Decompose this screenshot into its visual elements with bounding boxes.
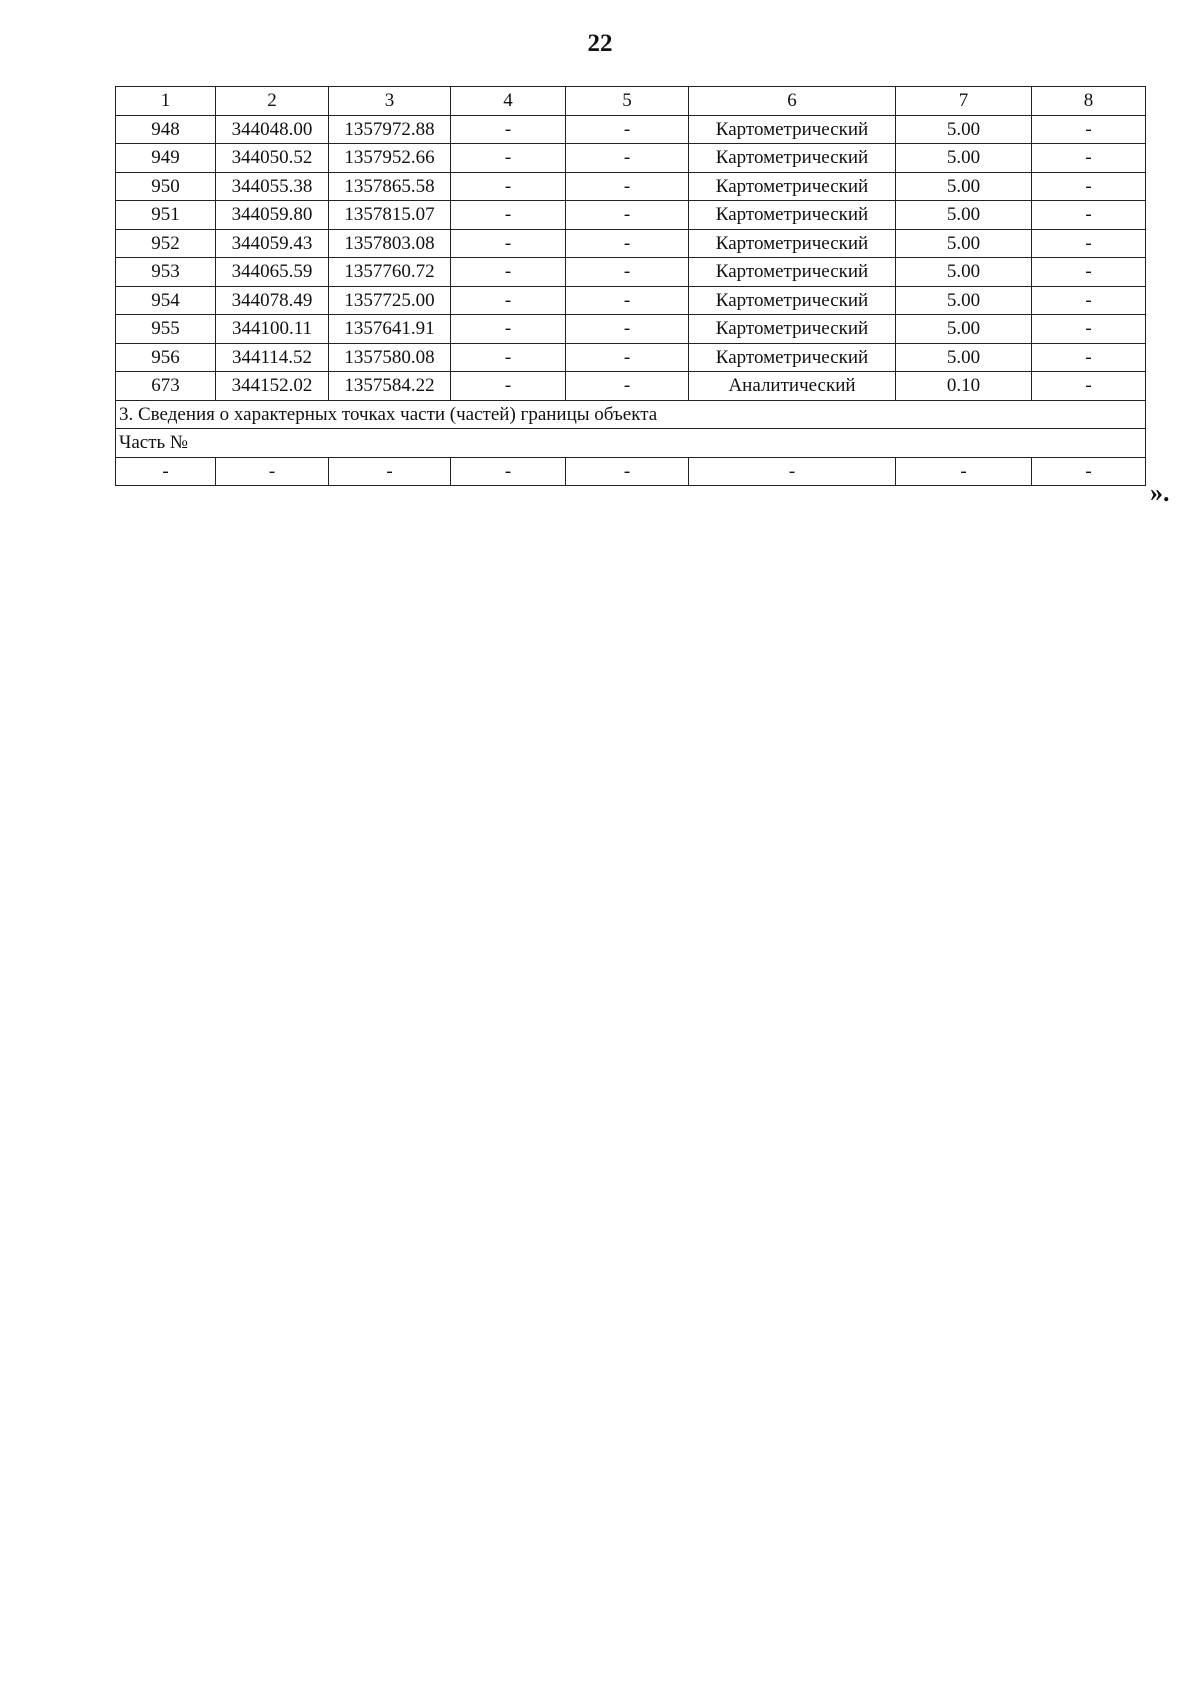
table-cell: 5.00 (896, 172, 1032, 201)
table-row (116, 343, 1146, 372)
table-cell: - (1032, 115, 1146, 144)
table-cell: 1357972.88 (329, 115, 451, 144)
table-cell: 344059.80 (216, 201, 329, 230)
table-cell: 0.10 (896, 372, 1032, 401)
table-cell: 7 (896, 87, 1032, 116)
table-row (116, 229, 1146, 258)
table-cell: - (216, 457, 329, 486)
table-cell: - (566, 201, 689, 230)
table-cell: 953 (116, 258, 216, 287)
table-cell: - (451, 343, 566, 372)
table-cell: 344114.52 (216, 343, 329, 372)
table-cell: 1357641.91 (329, 315, 451, 344)
table-cell: 1357952.66 (329, 144, 451, 173)
table-cell: - (329, 457, 451, 486)
table-cell: 1357803.08 (329, 229, 451, 258)
table-cell: - (451, 258, 566, 287)
table-cell: - (896, 457, 1032, 486)
table-cell: 8 (1032, 87, 1146, 116)
table-cell: - (566, 229, 689, 258)
table-cell: Картометрический (689, 343, 896, 372)
table-cell: 5 (566, 87, 689, 116)
table-cell: 1357580.08 (329, 343, 451, 372)
table-cell: 5.00 (896, 343, 1032, 372)
table-cell: - (1032, 286, 1146, 315)
table-row (116, 258, 1146, 287)
table-cell: - (689, 457, 896, 486)
table-row (116, 144, 1146, 173)
table-cell: 344100.11 (216, 315, 329, 344)
part-label-row-cell: Часть № (116, 429, 1146, 458)
table-cell: - (1032, 457, 1146, 486)
table-cell: - (566, 457, 689, 486)
table-row (116, 201, 1146, 230)
page-number: 22 (587, 30, 613, 57)
table-cell: 956 (116, 343, 216, 372)
table-cell: - (1032, 372, 1146, 401)
table-cell: - (566, 286, 689, 315)
table-cell: - (566, 372, 689, 401)
table-cell: Картометрический (689, 315, 896, 344)
table-row-empty (116, 457, 1146, 486)
table-row (116, 115, 1146, 144)
table-cell: Картометрический (689, 115, 896, 144)
table-cell: 948 (116, 115, 216, 144)
table-cell: 6 (689, 87, 896, 116)
table-cell: - (451, 229, 566, 258)
table-cell: 344152.02 (216, 372, 329, 401)
table-cell: Аналитический (689, 372, 896, 401)
table-cell: 344059.43 (216, 229, 329, 258)
table-cell: 955 (116, 315, 216, 344)
table-cell: 1357815.07 (329, 201, 451, 230)
table-cell: - (451, 115, 566, 144)
table-cell: - (566, 115, 689, 144)
table-cell: - (566, 144, 689, 173)
table-cell: Картометрический (689, 201, 896, 230)
table-cell: Картометрический (689, 172, 896, 201)
table-cell: 1357865.58 (329, 172, 451, 201)
table-cell: 950 (116, 172, 216, 201)
table-cell: 1357760.72 (329, 258, 451, 287)
part-label-row (116, 429, 1146, 458)
table-cell: 5.00 (896, 229, 1032, 258)
table-cell: - (116, 457, 216, 486)
table-cell: - (451, 457, 566, 486)
table-cell: 1357725.00 (329, 286, 451, 315)
table-cell: 5.00 (896, 286, 1032, 315)
table-cell: 344055.38 (216, 172, 329, 201)
table-cell: 5.00 (896, 201, 1032, 230)
section-title-row (116, 400, 1146, 429)
table-cell: 344050.52 (216, 144, 329, 173)
table-cell: - (451, 172, 566, 201)
table-cell: 5.00 (896, 258, 1032, 287)
table-cell: Картометрический (689, 144, 896, 173)
table-cell: 344065.59 (216, 258, 329, 287)
table-row (116, 172, 1146, 201)
table-cell: - (1032, 258, 1146, 287)
table-cell: - (451, 201, 566, 230)
table-header-row (116, 87, 1146, 116)
table-cell: - (1032, 315, 1146, 344)
table-cell: 1357584.22 (329, 372, 451, 401)
section-title-row-cell: 3. Сведения о характерных точках части (частей) границы объекта (116, 400, 1146, 429)
table-body (116, 87, 1146, 486)
table-cell: - (566, 258, 689, 287)
table-cell: 344048.00 (216, 115, 329, 144)
table-row (116, 286, 1146, 315)
table-cell: - (1032, 144, 1146, 173)
table-cell: - (1032, 172, 1146, 201)
table-cell: Картометрический (689, 258, 896, 287)
table-row (116, 315, 1146, 344)
table-cell: - (1032, 229, 1146, 258)
table-cell: - (451, 144, 566, 173)
table-cell: 344078.49 (216, 286, 329, 315)
table-cell: - (1032, 343, 1146, 372)
table-cell: 949 (116, 144, 216, 173)
table-cell: - (1032, 201, 1146, 230)
table-cell: - (451, 315, 566, 344)
table-cell: 4 (451, 87, 566, 116)
table-cell: - (451, 286, 566, 315)
table-cell: 951 (116, 201, 216, 230)
table-cell: 1 (116, 87, 216, 116)
table-cell: 673 (116, 372, 216, 401)
table-cell: 5.00 (896, 115, 1032, 144)
table-cell: 954 (116, 286, 216, 315)
table-cell: 3 (329, 87, 451, 116)
table-cell: 5.00 (896, 315, 1032, 344)
table-cell: - (566, 315, 689, 344)
table-cell: 2 (216, 87, 329, 116)
table-cell: - (566, 172, 689, 201)
table-cell: - (451, 372, 566, 401)
table-cell: 952 (116, 229, 216, 258)
table-cell: - (566, 343, 689, 372)
table-cell: Картометрический (689, 229, 896, 258)
coordinates-table (115, 86, 1146, 486)
table-cell: Картометрический (689, 286, 896, 315)
closing-quote-mark: ». (1150, 478, 1170, 507)
table-cell: 5.00 (896, 144, 1032, 173)
table-row (116, 372, 1146, 401)
